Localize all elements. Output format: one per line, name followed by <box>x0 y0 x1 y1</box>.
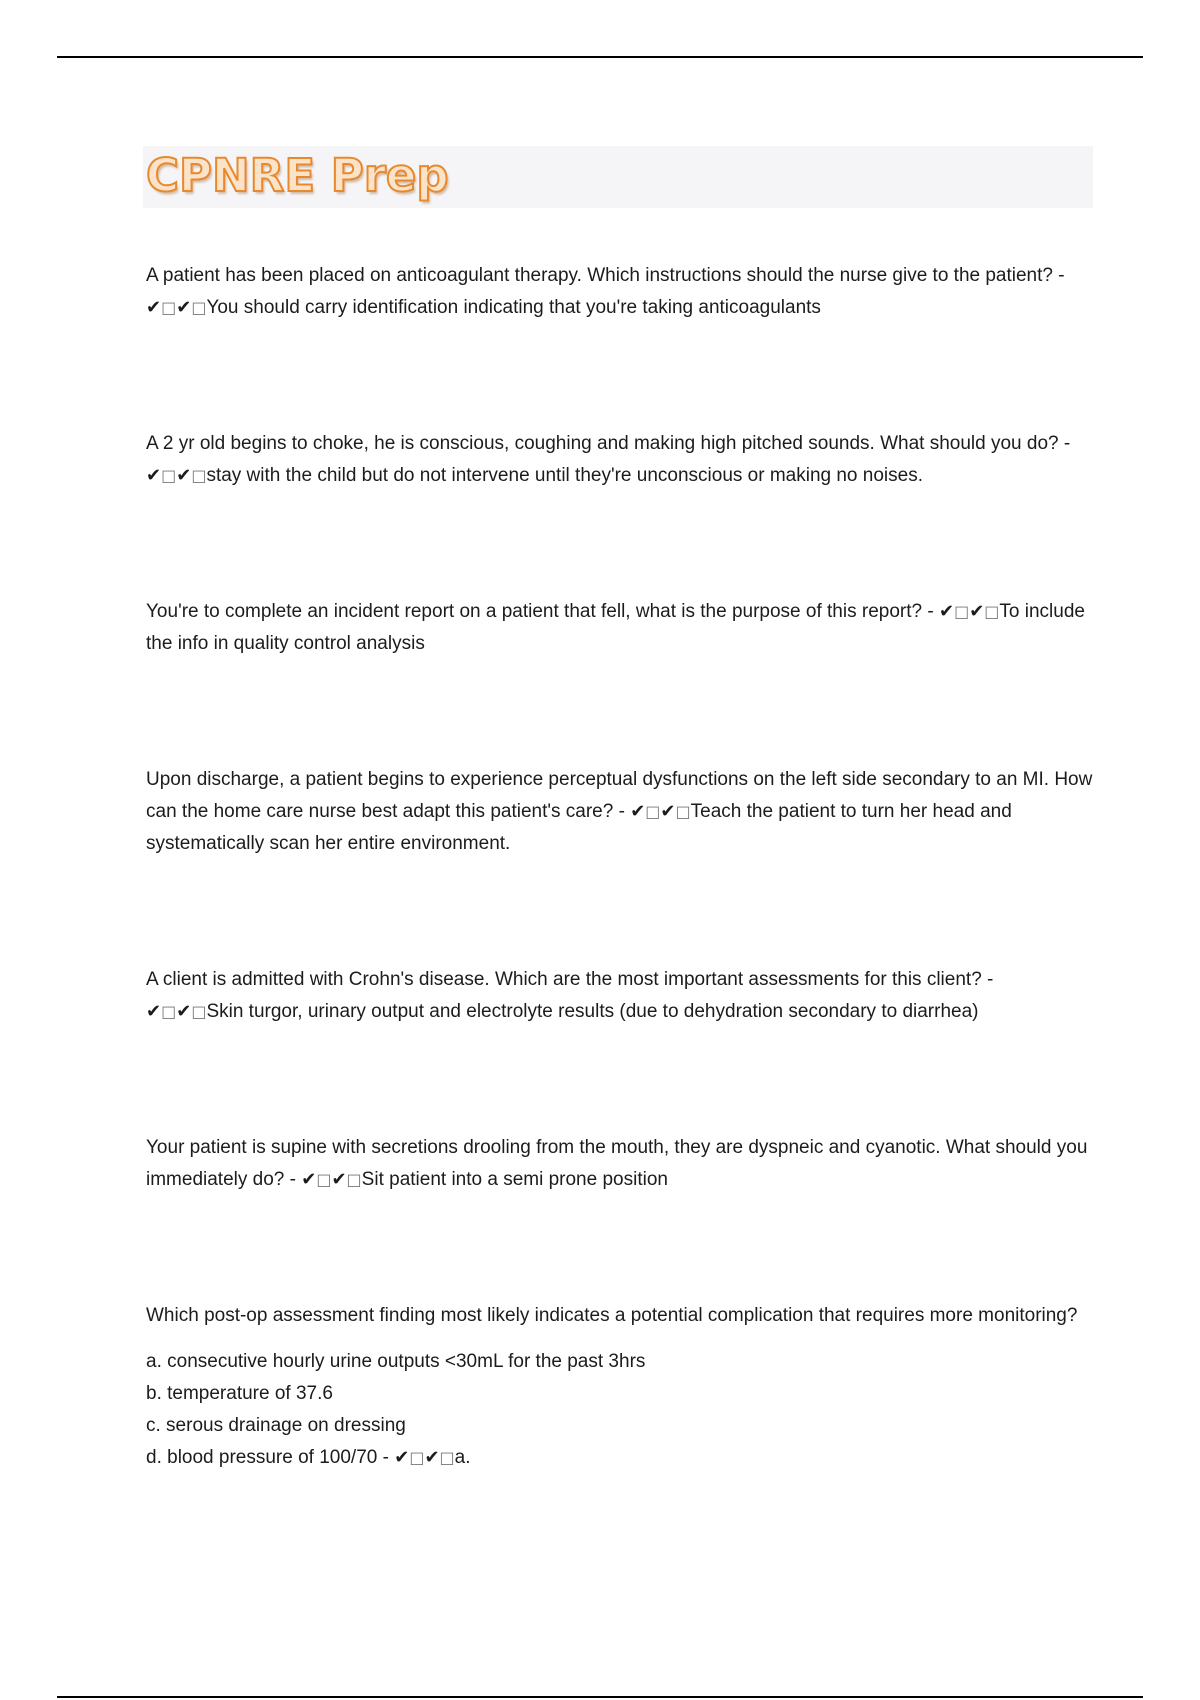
qa-text <box>146 764 1096 860</box>
answer-text: To include the info in quality control analysis <box>146 601 1085 654</box>
box-icon: □ <box>675 802 691 821</box>
qa-text <box>146 1132 1096 1196</box>
check-mark-icon: ✔ <box>394 1447 410 1468</box>
box-icon: □ <box>191 1002 207 1021</box>
qa-item <box>146 260 1096 324</box>
option-d: d. blood pressure of 100/70 <box>146 1447 378 1468</box>
check-mark-icon: ✔ <box>146 297 162 318</box>
box-icon: □ <box>161 466 177 485</box>
box-icon: □ <box>191 298 207 317</box>
question-text: Your patient is supine with secretions drooling from the mouth, they are dyspneic and cyanotic. What should you immediately do? <box>146 1137 1088 1190</box>
separator: - <box>377 1447 395 1468</box>
check-mark-icon: ✔ <box>660 801 676 822</box>
answer-text: You should carry identification indicating that you're taking anticoagulants <box>206 297 821 318</box>
question-text: A client is admitted with Crohn's disease. Which are the most important assessments for this client? <box>146 969 982 990</box>
box-icon: □ <box>346 1170 362 1189</box>
check-mark-icon: ✔ <box>630 801 646 822</box>
answer-text: Sit patient into a semi prone position <box>361 1169 668 1190</box>
box-icon: □ <box>984 602 1000 621</box>
answer-text: a. <box>454 1447 471 1468</box>
qa-text <box>146 964 1096 1028</box>
question-text: You're to complete an incident report on a patient that fell, what is the purpose of this report? <box>146 601 923 622</box>
check-mark-icon: ✔ <box>176 297 192 318</box>
top-rule <box>57 56 1143 58</box>
check-mark-icon: ✔ <box>331 1169 347 1190</box>
cpnre-prep-logo: CPNRE Prep <box>146 149 449 202</box>
option-d-with-answer <box>146 1442 1096 1474</box>
option-b: b. temperature of 37.6 <box>146 1383 333 1404</box>
check-mark-icon: ✔ <box>146 465 162 486</box>
qa-text <box>146 428 1096 492</box>
box-icon: □ <box>161 1002 177 1021</box>
separator: - <box>922 601 939 622</box>
qa-text <box>146 260 1096 324</box>
box-icon: □ <box>409 1448 425 1467</box>
answer-text: Teach the patient to turn her head and systematically scan her entire environment. <box>146 801 1012 854</box>
box-icon: □ <box>645 802 661 821</box>
question-text: Which post-op assessment finding most likely indicates a potential complication that requires more monitoring? <box>146 1305 1078 1326</box>
check-mark-icon: ✔ <box>301 1169 317 1190</box>
option-a: a. consecutive hourly urine outputs <30mL for the past 3hrs <box>146 1351 646 1372</box>
qa-item <box>146 1132 1096 1196</box>
answer-text: stay with the child but do not intervene until they're unconscious or making no noises. <box>206 465 923 486</box>
separator: - <box>284 1169 302 1190</box>
qa-text <box>146 596 1096 660</box>
bottom-rule <box>57 1696 1143 1698</box>
box-icon: □ <box>316 1170 332 1189</box>
check-mark-icon: ✔ <box>176 465 192 486</box>
box-icon: □ <box>191 466 207 485</box>
qa-content <box>146 260 1096 1578</box>
qa-item <box>146 764 1096 860</box>
separator: - <box>981 969 994 990</box>
qa-item-multiple-choice <box>146 1300 1096 1474</box>
separator: - <box>1052 265 1065 286</box>
box-icon: □ <box>954 602 970 621</box>
check-mark-icon: ✔ <box>424 1447 440 1468</box>
question-text: Upon discharge, a patient begins to experience perceptual dysfunctions on the left side secondary to an MI. How can the home care nurse best adapt this patient's care? <box>146 769 1093 822</box>
qa-item <box>146 428 1096 492</box>
qa-item <box>146 596 1096 660</box>
separator: - <box>1058 433 1071 454</box>
question-text: A 2 yr old begins to choke, he is conscious, coughing and making high pitched sounds. What should you do? <box>146 433 1059 454</box>
check-mark-icon: ✔ <box>146 1001 162 1022</box>
separator: - <box>613 801 631 822</box>
box-icon: □ <box>161 298 177 317</box>
check-mark-icon: ✔ <box>938 601 955 622</box>
option-c: c. serous drainage on dressing <box>146 1415 406 1436</box>
check-mark-icon: ✔ <box>969 601 985 622</box>
header-banner <box>143 146 1093 208</box>
question-text: A patient has been placed on anticoagulant therapy. Which instructions should the nurse give to the patient? <box>146 265 1053 286</box>
answer-text: Skin turgor, urinary output and electrolyte results (due to dehydration secondary to diarrhea) <box>206 1001 979 1022</box>
box-icon: □ <box>439 1448 455 1467</box>
qa-item <box>146 964 1096 1028</box>
check-mark-icon: ✔ <box>176 1001 192 1022</box>
